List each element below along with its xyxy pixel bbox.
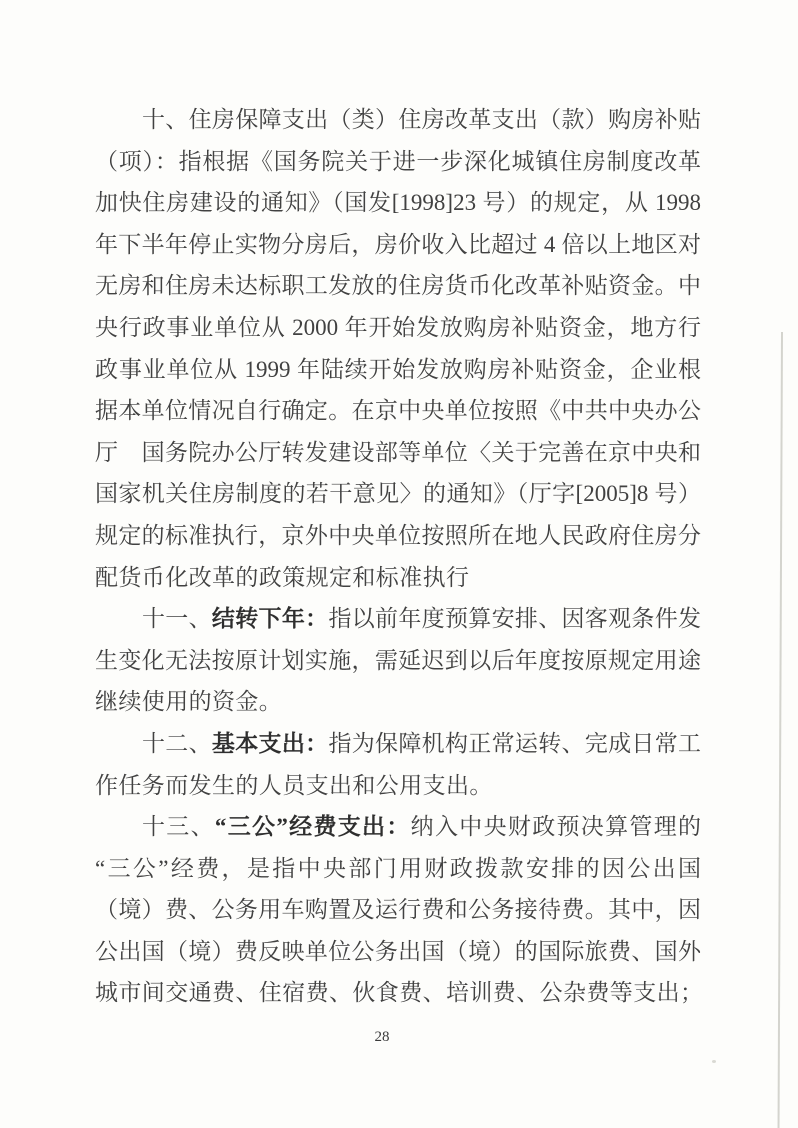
text-run: 政事业单位从 1999 年陆续开始发放购房补贴资金，企业根 bbox=[95, 356, 701, 382]
text-line bbox=[95, 848, 701, 890]
text-run: “三公”经费，是指中央部门用财政拨款安排的因公出国 bbox=[95, 855, 701, 881]
text-run: 生变化无法按原计划实施，需延迟到以后年度按原规定用途 bbox=[95, 647, 701, 673]
text-line bbox=[95, 557, 701, 599]
text-line bbox=[95, 806, 701, 848]
text-run: 央行政事业单位从 2000 年开始发放购房补贴资金，地方行 bbox=[95, 314, 701, 340]
term-bold-run: 结转下年： bbox=[211, 606, 329, 632]
text-run: 纳入中央财政预决算管理的 bbox=[410, 814, 702, 840]
scan-speck-artifact bbox=[712, 1060, 716, 1063]
text-run: 规定的标准执行，京外中央单位按照所在地人民政府住房分 bbox=[95, 522, 701, 548]
document-body bbox=[95, 99, 704, 1014]
text-run: 公出国（境）费反映单位公务出国（境）的国际旅费、国外 bbox=[95, 938, 701, 964]
text-line bbox=[95, 765, 701, 807]
text-line bbox=[95, 182, 701, 224]
text-run: 配货币化改革的政策规定和标准执行 bbox=[95, 564, 470, 590]
text-line bbox=[95, 931, 701, 973]
text-run: 指以前年度预算安排、因客观条件发 bbox=[328, 606, 702, 632]
text-run: 作任务而发生的人员支出和公用支出。 bbox=[95, 772, 493, 798]
text-run: 城市间交通费、住宿费、伙食费、培训费、公杂费等支出； bbox=[95, 980, 704, 1006]
text-line bbox=[95, 99, 701, 141]
text-line bbox=[95, 972, 704, 1014]
text-run: 年下半年停止实物分房后，房价收入比超过 4 倍以上地区对 bbox=[95, 231, 701, 257]
text-run: 十、住房保障支出（类）住房改革支出（款）购房补贴 bbox=[142, 107, 701, 132]
text-run: 加快住房建设的通知》（国发[1998]23 号）的规定，从 1998 bbox=[95, 190, 701, 216]
text-run: 厅 国务院办公厅转发建设部等单位〈关于完善在京中央和 bbox=[95, 439, 701, 465]
text-line bbox=[95, 307, 701, 349]
text-line bbox=[95, 640, 701, 682]
text-line bbox=[95, 889, 701, 931]
text-run: 继续使用的资金。 bbox=[95, 689, 283, 715]
term-bold-run: 基本支出： bbox=[211, 730, 329, 756]
text-line bbox=[95, 141, 701, 183]
text-line bbox=[95, 390, 701, 432]
text-line bbox=[95, 473, 701, 515]
text-line bbox=[95, 681, 701, 723]
text-run: 十一、 bbox=[142, 606, 212, 632]
text-line bbox=[95, 224, 701, 266]
text-run: 无房和住房未达标职工发放的住房货币化改革补贴资金。中 bbox=[95, 273, 701, 299]
text-line bbox=[95, 432, 701, 474]
text-run: （项）：指根据《国务院关于进一步深化城镇住房制度改革 bbox=[95, 148, 701, 174]
term-bold-run: “三公”经费支出： bbox=[214, 814, 411, 840]
text-line bbox=[95, 598, 701, 640]
text-run: 指为保障机构正常运转、完成日常工 bbox=[328, 730, 702, 756]
text-line bbox=[95, 723, 701, 765]
text-run: （境）费、公务用车购置及运行费和公务接待费。其中，因 bbox=[95, 897, 701, 923]
text-line bbox=[95, 265, 701, 307]
text-line bbox=[95, 515, 701, 557]
text-line bbox=[95, 349, 701, 391]
text-run: 据本单位情况自行确定。在京中央单位按照《中共中央办公 bbox=[95, 398, 701, 424]
scan-edge-artifact bbox=[778, 332, 783, 1128]
text-run: 十二、 bbox=[142, 730, 212, 756]
text-run: 十三、 bbox=[142, 814, 215, 840]
text-run: 国家机关住房制度的若干意见〉的通知》（厅字[2005]8 号） bbox=[95, 481, 701, 507]
page-number: 28 bbox=[374, 1029, 390, 1045]
